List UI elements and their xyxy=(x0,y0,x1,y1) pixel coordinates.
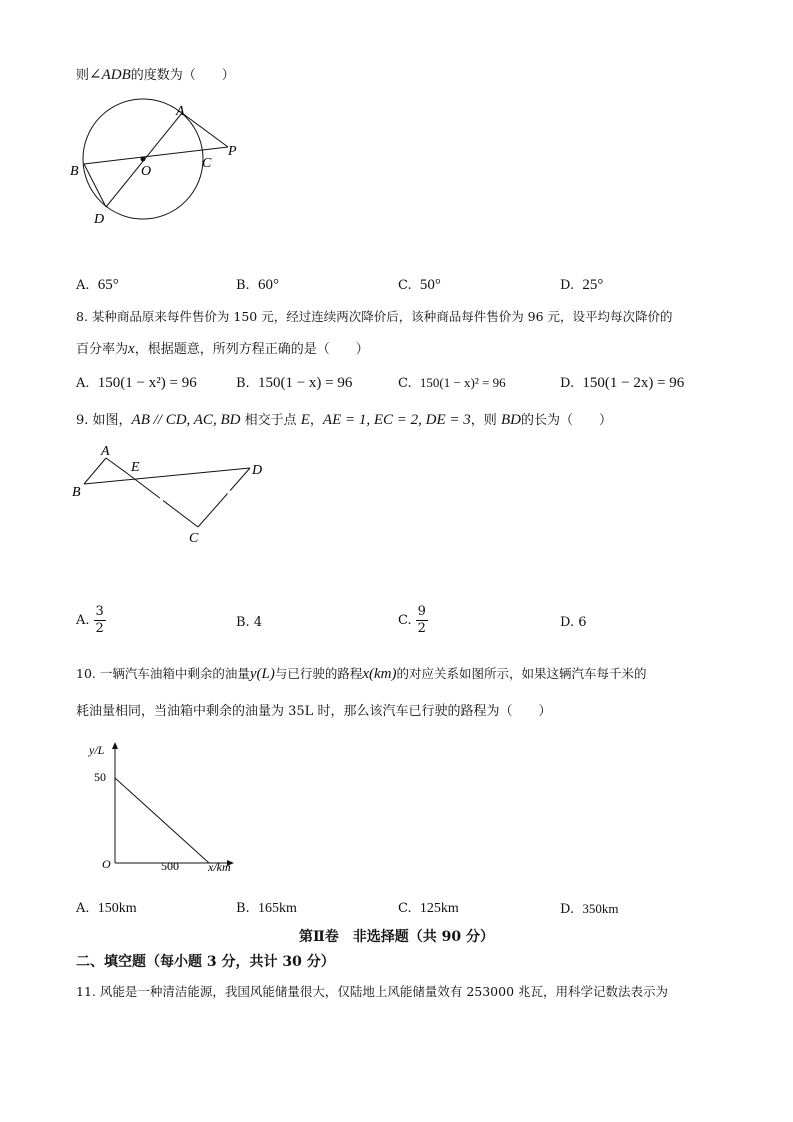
label-c: C xyxy=(202,156,212,171)
q10-stem-y: y(L) xyxy=(249,666,275,682)
q10-stem-line1 xyxy=(76,665,647,683)
line-bd xyxy=(84,164,106,207)
q10-option-c[interactable] xyxy=(398,900,459,918)
line-ec xyxy=(128,474,198,527)
q8-variable: x xyxy=(128,341,135,357)
q8-option-a[interactable] xyxy=(76,374,197,393)
q9-stem-math2: AE = 1, EC = 2, DE = 3 xyxy=(322,412,471,428)
option-label: A. xyxy=(76,278,90,293)
q7-stem-prefix: 则 xyxy=(76,68,90,83)
fraction xyxy=(94,604,106,637)
origin-label: O xyxy=(102,857,111,871)
option-label: D. xyxy=(560,902,575,917)
q9-stem-b: 相交于点 xyxy=(244,413,297,428)
option-value: 150km xyxy=(97,901,137,916)
option-value: 65° xyxy=(97,277,119,293)
label-b: B xyxy=(70,164,79,179)
q9-option-a[interactable] xyxy=(76,604,106,637)
q7-option-b[interactable] xyxy=(236,276,279,295)
q10-stem-x: x(km) xyxy=(362,666,397,682)
label-d: D xyxy=(94,212,105,227)
q9-stem-d: ，则 xyxy=(470,413,497,428)
fraction xyxy=(416,604,428,637)
option-value: 60° xyxy=(257,277,279,293)
x-axis-label: x/km xyxy=(208,860,231,874)
q8-stem-prefix: 百分率为 xyxy=(76,342,129,357)
q8-option-c[interactable] xyxy=(398,374,506,393)
q8-option-b[interactable] xyxy=(236,374,352,393)
q9-stem-bd: BD xyxy=(500,412,521,428)
data-line xyxy=(115,778,209,863)
y-axis-label: y/L xyxy=(89,743,105,757)
y-axis-arrow xyxy=(112,742,118,749)
y-tick-label: 50 xyxy=(94,770,106,784)
numerator: 9 xyxy=(417,604,426,619)
option-label: B. xyxy=(236,901,250,916)
q10-option-a[interactable] xyxy=(76,900,137,918)
label-d: D xyxy=(252,463,263,478)
option-value: 165km xyxy=(257,901,297,916)
section-heading: 二、填空题（每小题 3 分，共计 30 分） xyxy=(76,954,335,970)
q9-triangle-figure xyxy=(66,440,286,550)
q10-graph xyxy=(84,740,254,880)
option-label: B. xyxy=(236,615,250,630)
option-value: 150(1 − 2x) = 96 xyxy=(582,375,685,391)
q9-option-b[interactable] xyxy=(236,614,262,632)
option-label: A. xyxy=(76,376,90,391)
label-b: B xyxy=(72,485,81,500)
option-label: D. xyxy=(560,376,575,391)
option-label: C. xyxy=(398,901,412,916)
q9-stem-a: 9. 如图， xyxy=(76,413,132,428)
q9-stem-c: ， xyxy=(309,413,323,428)
q9-option-d[interactable] xyxy=(560,614,587,632)
q7-circle-figure xyxy=(60,95,260,235)
label-a: A xyxy=(176,104,185,119)
line-ab xyxy=(84,458,106,484)
option-label: A. xyxy=(76,613,90,628)
option-value: 4 xyxy=(253,615,263,630)
line-ae xyxy=(106,458,128,474)
q11-stem-line1: 11. 风能是一种清洁能源，我国风能储量很大，仅陆地上风能储量效有 253000 兆瓦，用科学记数法表示为 xyxy=(76,984,669,999)
option-label: B. xyxy=(236,278,250,293)
option-label: C. xyxy=(398,376,412,391)
q7-option-a[interactable] xyxy=(76,276,119,295)
q8-stem-line1: 8. 某种商品原来每件售价为 150 元，经过连续两次降价后，该种商品每件售价为 96 元，设平均每次降价的 xyxy=(76,309,673,324)
label-e: E xyxy=(131,460,140,475)
label-p: P xyxy=(228,144,237,159)
point-o xyxy=(141,157,146,162)
q10-option-d[interactable] xyxy=(560,900,618,919)
option-value: 150(1 − x²) = 96 xyxy=(97,375,197,391)
label-o: O xyxy=(141,164,152,179)
option-value: 150(1 − x) = 96 xyxy=(257,375,353,391)
option-value: 6 xyxy=(578,615,587,630)
label-a: A xyxy=(101,444,110,459)
option-label: D. xyxy=(560,278,575,293)
q7-stem-angle: ∠ADB xyxy=(89,67,131,83)
q8-stem-suffix: ，根据题意，所列方程正确的是（ ） xyxy=(134,342,369,357)
option-label: C. xyxy=(398,613,412,628)
q8-stem-line2 xyxy=(76,340,369,359)
q10-stem-c: 的对应关系如图所示，如果这辆汽车每千米的 xyxy=(396,666,647,681)
q9-option-c[interactable] xyxy=(398,604,428,637)
q7-stem xyxy=(76,66,235,85)
option-label: B. xyxy=(236,376,250,391)
line-dc xyxy=(198,468,250,527)
section-title: 第Ⅱ卷 非选择题（共 90 分） xyxy=(298,929,495,945)
q8-option-d[interactable] xyxy=(560,374,684,393)
q9-stem-e: E xyxy=(300,412,310,428)
option-label: D. xyxy=(560,615,575,630)
line-ap xyxy=(182,113,228,147)
q7-option-c[interactable] xyxy=(398,276,441,295)
q9-stem xyxy=(76,411,612,430)
q7-option-d[interactable] xyxy=(560,276,603,295)
q10-option-b[interactable] xyxy=(236,900,297,918)
q9-stem-math1: AB // CD, AC, BD xyxy=(131,412,241,428)
denominator: 2 xyxy=(95,621,104,636)
q10-stem-a: 10. 一辆汽车油箱中剩余的油量 xyxy=(76,666,250,681)
numerator: 3 xyxy=(95,604,104,619)
option-value: 125km xyxy=(419,901,459,916)
label-c: C xyxy=(189,531,199,546)
option-label: A. xyxy=(76,901,90,916)
q10-stem-b: 与已行驶的路程 xyxy=(274,666,363,681)
option-value: 50° xyxy=(419,277,441,293)
option-value: 350km xyxy=(582,901,619,916)
q7-stem-suffix: 的度数为（ ） xyxy=(130,68,235,83)
line-bd xyxy=(84,468,250,484)
option-label: C. xyxy=(398,278,412,293)
q10-stem-line2: 耗油量相同，当油箱中剩余的油量为 35L 时，那么该汽车已行驶的路程为（ ） xyxy=(76,704,552,719)
option-value: 25° xyxy=(582,277,604,293)
x-tick-label: 500 xyxy=(161,859,179,873)
option-value: 150(1 − x)² = 96 xyxy=(419,375,506,390)
denominator: 2 xyxy=(417,621,426,636)
q9-stem-end: 的长为（ ） xyxy=(520,413,612,428)
